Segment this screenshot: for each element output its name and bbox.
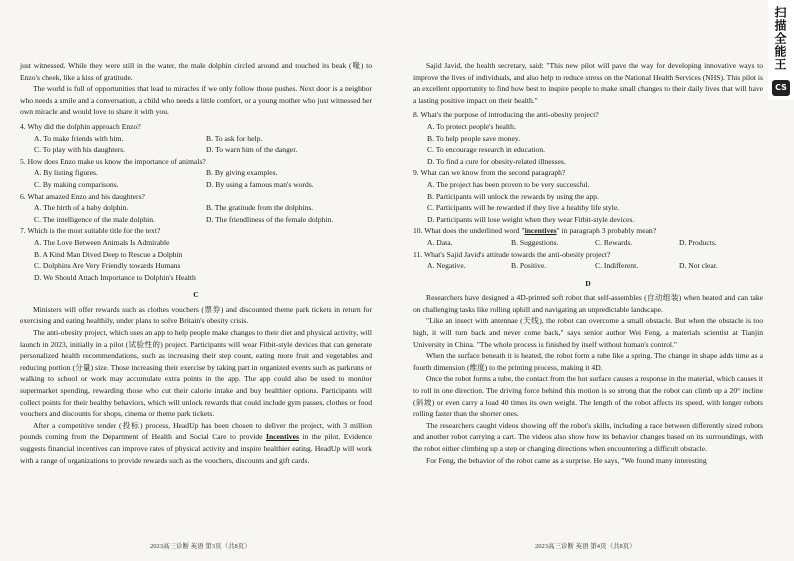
question-8 xyxy=(413,109,763,167)
underlined-word-incentives: Incentives xyxy=(266,432,299,442)
option-c: C. The intelligence of the male dolphin. xyxy=(34,214,155,224)
question-stem: 11. What's Sajid Javid's attitude towards the anti-obesity project? xyxy=(413,249,611,259)
left-column xyxy=(20,60,372,466)
page-footer-right: 2023高三诊断 英语 第4页（共8页） xyxy=(535,543,636,550)
option-d: D. The friendliness of the female dolphin. xyxy=(206,214,334,224)
underlined-word: incentives xyxy=(524,226,557,236)
section-d-heading: D xyxy=(585,278,591,288)
option-b: B. Positive. xyxy=(511,261,547,271)
option-a: A. Negative. xyxy=(427,261,466,271)
option-a: A. To protect people's health. xyxy=(427,121,516,131)
d-paragraph-6: For Feng, the behavior of the robot came as a surprise. He says, "We found many interesting xyxy=(426,455,707,465)
option-d: D. Not clear. xyxy=(679,261,718,271)
option-b: B. To help people save money. xyxy=(427,133,521,143)
c-paragraph-3-end: in the pilot. Evidence suggests financial incentives can improve rates of physical activity and inspire healthier eating. HeadUp will work with a range of organizations to provide rewards such as the vouchers, discounts and gift cards. xyxy=(20,432,372,465)
d-paragraph-2: "Like an insect with antennae (天线), the robot can overcome a small obstacle. But when the obstacle is too high, it will turn back and never come back," says senior author Wei Feng, a materials scientist at Tianjin University in China. "The whole process is finished by itself without human's control." xyxy=(413,316,763,349)
option-b: B. By giving examples. xyxy=(206,168,278,178)
cs-logo-icon: CS xyxy=(772,80,790,96)
page-footer-left: 2023高三诊断 英语 第3页（共8页） xyxy=(150,543,251,550)
option-c: C. Dolphins Are Very Friendly towards Humans xyxy=(34,261,181,271)
scanner-label: 扫描全能王 xyxy=(773,6,787,71)
option-d: D. Products. xyxy=(679,237,717,247)
c-paragraph-2: The anti-obesity project, which uses an app to help people make changes to their diet and physical activity, will launch in 2023, initially in a pilot (试验性的) project. Participants will wear Fitbit-style devices that can generate personalized health recommendations, such as increasing their step count, eating more fruit and vegetables and reducing portion (分量) size. Those increasing their exercise by taking part in organized events such as parkruns or walking to school or work may accumulate extra points in the app. The app could also be used to monitor supermarket spending, rewarding those who cut their calorie intake and buy healthier options. Participants will collect points for their healthy behaviors, which will unlock rewards that could include gym passes, clothes or food vouchers and discounts for shops, cinema or theme park tickets. xyxy=(20,328,372,419)
intro-paragraph-2: The world is full of opportunities that lead to miracles if we only follow those pushes. Next door is a neighbor who needs a smile and a conversation, a child who needs a little comfort, or a young mother who just witnessed her own miracle and would love to share it with you. xyxy=(20,84,372,117)
javid-quote-paragraph: Sajid Javid, the health secretary, said: "This new pilot will pave the way for developing innovative ways to improve the lives of individuals, and also help to reduce stress on the National Health Services (NHS). This pilot is an excellent opportunity to find how best to inspire people to make small changes to their daily lives that will have a lasting positive impact on their health." xyxy=(413,61,763,105)
option-d: D. To warn him of the danger. xyxy=(206,145,298,155)
d-paragraph-4: Once the robot forms a tube, the contact from the hot surface causes a response in the material, which causes it to roll in one direction. The driving force behind this motion is so strong that the robot can climb up a 20° incline (斜坡) or even carry a load 40 times its own weight. The length of the robot affects its speed, with longer robots rolling faster than the shorter ones. xyxy=(413,374,763,419)
option-a: A. The Love Between Animals Is Admirable xyxy=(34,237,170,247)
question-stem: 8. What's the purpose of introducing the anti-obesity project? xyxy=(413,110,599,120)
question-9 xyxy=(413,167,763,225)
section-c-heading: C xyxy=(193,290,199,300)
option-c: C. Participants will be rewarded if they live a healthy life style. xyxy=(427,203,620,213)
option-b: B. Participants will unlock the rewards by using the app. xyxy=(427,191,599,201)
question-stem-end: " in paragraph 3 probably mean? xyxy=(556,226,657,236)
question-stem: 5. How does Enzo make us know the importance of animals? xyxy=(20,156,206,166)
question-7 xyxy=(20,225,372,283)
d-paragraph-1: Researchers have designed a 4D-printed soft robot that self-assembles (自动组装) when heated and can take on challenging tasks like rolling uphill and navigating an unpredictable landscape. xyxy=(413,293,763,314)
option-a: A. Data. xyxy=(427,237,453,247)
option-c: C. By making comparisons. xyxy=(34,179,119,189)
question-10 xyxy=(413,225,763,248)
c-paragraph-1: Ministers will offer rewards such as clothes vouchers (票券) and discounted theme park tickets in return for exercising and eating healthily, under plans to solve Britain's obesity crisis. xyxy=(20,304,372,326)
question-stem: 6. What amazed Enzo and his daughters? xyxy=(20,191,145,201)
c-paragraph-3-start: After a competitive tender (投标) process, HeadUp has been chosen to deliver the project, with 3 million pounds coming from the Department of Health and Social Care to provide xyxy=(20,420,372,442)
option-d: D. By using a famous man's words. xyxy=(206,179,314,189)
option-c: C. To play with his daughters. xyxy=(34,145,126,155)
option-c: C. Indifferent. xyxy=(595,261,639,271)
d-paragraph-5: The researchers caught videos showing off the robot's skills, including a race between differently sized robots and another robot carrying a cart. The videos also show how its behavior changes based on its surroundings, with the robot either climbing up a step or changing directions when encountering a difficult obstacle. xyxy=(413,420,763,453)
option-d: D. Participants will lose weight when they wear Fitbit-style devices. xyxy=(427,214,635,224)
question-stem: 9. What can we know from the second paragraph? xyxy=(413,168,566,178)
option-a: A. To make friends with him. xyxy=(34,133,124,143)
question-4 xyxy=(20,121,372,156)
scanner-watermark xyxy=(768,0,794,100)
right-column xyxy=(413,60,763,466)
option-c: C. To encourage research in education. xyxy=(427,145,546,155)
option-a: A. The project has been proven to be very successful. xyxy=(427,179,590,189)
question-stem xyxy=(413,225,763,237)
option-d: D. We Should Attach Importance to Dolphin's Health xyxy=(34,272,196,282)
question-6 xyxy=(20,191,372,226)
question-stem: 7. Which is the most suitable title for the text? xyxy=(20,226,161,236)
option-b: B. To ask for help. xyxy=(206,133,263,143)
question-stem-start: 10. What does the underlined word " xyxy=(413,226,525,236)
option-d: D. To find a cure for obesity-related illnesses. xyxy=(427,156,566,166)
option-b: B. The gratitude from the dolphins. xyxy=(206,203,314,213)
question-11 xyxy=(413,249,763,272)
option-a: A. The birth of a baby dolphin. xyxy=(34,203,129,213)
option-a: A. By listing figures. xyxy=(34,168,98,178)
option-b: B. A Kind Man Dived Deep to Rescue a Dolphin xyxy=(34,249,183,259)
intro-paragraph-1: just witnessed. While they were still in the water, the male dolphin circled around and touched its beak (喙) to Enzo's cheek, like a kiss of gratitude. xyxy=(20,61,372,82)
c-paragraph-3 xyxy=(20,420,372,466)
question-stem: 4. Why did the dolphin approach Enzo? xyxy=(20,121,141,131)
question-5 xyxy=(20,156,372,191)
option-c: C. Rewards. xyxy=(595,237,633,247)
option-b: B. Suggestions. xyxy=(511,237,559,247)
d-paragraph-3: When the surface beneath it is heated, the robot form a tube like a spring. The change in shape adds time as a fourth dimension (维度) to the printing process, making it 4D. xyxy=(413,351,763,372)
